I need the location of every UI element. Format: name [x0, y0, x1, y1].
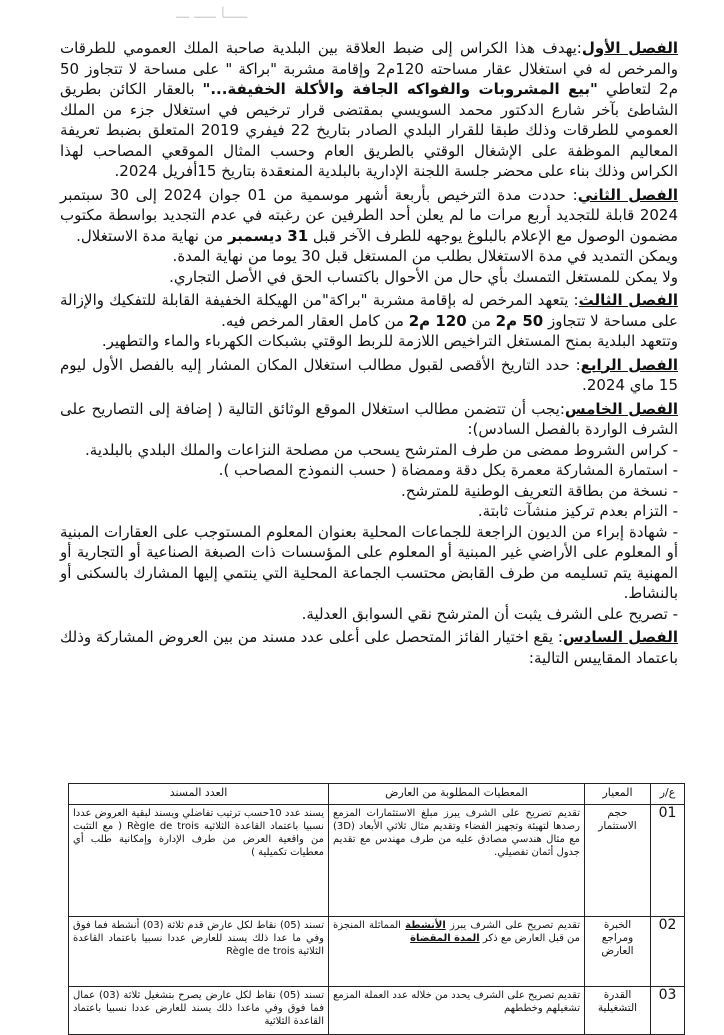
header-criterion: المعيار	[585, 784, 651, 805]
article-3-area-total: 120 م2	[408, 311, 467, 330]
article-3-municipality: وتتعهد البلدية بمنح المستغل التراخيص اللازمة للربط الوقتي بشبكات الكهرباء والماء والتطهير.	[101, 332, 678, 350]
row-criterion: القدرة التشغيلية	[585, 987, 651, 1035]
table-row	[69, 805, 685, 917]
list-item: - استمارة المشاركة معمرة بكل دقة وممضاة ( حسب النموذج المصاحب ).	[218, 461, 678, 479]
article-2-text-b: من نهاية مدة الاستغلال.	[76, 226, 228, 245]
article-1-text-a: :يهدف هذا الكراس إلى ضبط العلاقة بين البلدية صاحبة الملك العمومي للطرقات والمرخص له في استغلال عقار مساحته 120م2 وإقامة مشربة "براكة " على مساحة لا تتجاوز 50 م2 لتعاطي	[60, 39, 679, 98]
article-1	[60, 38, 678, 182]
req-text-a: تقديم تصريح على الشرف يبرز	[445, 920, 580, 931]
header-requirements: المعطيات المطلوبة من العارض	[329, 784, 585, 805]
row-criterion: الخبرة ومراجع العارض	[585, 917, 651, 987]
article-2	[60, 185, 678, 247]
req-activities: الأنشطة	[405, 920, 446, 931]
list-item: - كراس الشروط ممضى من طرف المترشح يسحب من مصلحة النزاعات والملك البلدي بالبلدية.	[85, 440, 678, 459]
row-score: تسند (05) نقاط لكل عارض يصرح بتشغيل ثلاثة (03) عمال فما فوق وفي ماعدا ذلك يسند للعارض عددا نسبيا باعتماد القاعدة الثلاثية	[69, 987, 329, 1035]
article-3	[60, 290, 678, 331]
row-requirements	[329, 917, 585, 987]
article-3-text-b: من	[466, 311, 496, 330]
row-num: 01	[651, 805, 685, 917]
req-text-b: المماثلة المنجزة من قبل العارض مع ذكر	[333, 920, 580, 944]
row-num: 02	[651, 917, 685, 987]
table-row	[69, 917, 685, 987]
article-2-title: الفصل الثاني	[577, 185, 678, 204]
article-3-text-c: من كامل العقار المرخص فيه.	[221, 311, 409, 330]
row-num: 03	[651, 987, 685, 1035]
article-6-title: الفصل السادس	[562, 628, 679, 646]
table-header-row	[69, 784, 685, 805]
article-6	[60, 627, 678, 668]
row-criterion: حجم الاستثمار	[585, 805, 651, 917]
row-requirements: تقديم تصريح على الشرف يبرز مبلغ الاستثمارات المزمع رصدها لتهيئة وتجهيز الفضاء وتقديم مثال ثلاثي الأبعاد (3D) مع مثال هندسي مصادق عليه من طرف مهندس مع تقديم جدول أثمان تفصيلي.	[329, 805, 585, 917]
article-3-title: الفصل الثالث	[578, 291, 678, 309]
row-requirements: تقديم تصريح على الشرف يحدد من خلاله عدد العملة المزمع تشغيلهم وخططهم	[329, 987, 585, 1035]
article-1-text-b: بالعقار الكائن بطريق الشاطئ بآخر شارع الدكتور محمد السويسي بمقتضى قرار ترخيص في استغلال جزء من الملك العمومي للطرقات وذلك طبقا للقرار البلدي الصادر بتاريخ 22 فيفري 2019 المتعلق بضبط تعريفة المعاليم الموظفة على الإشغال الوقتي بالطريق العام وحسب المثال الموقعي المصاحب لهذا الكراس وذلك بناء على محضر جلسة اللجنة الإدارية بالبلدية المنعقدة بتاريخ 15أفريل 2024.	[60, 80, 678, 180]
article-4	[60, 355, 678, 396]
article-4-text: : حدد التاريخ الأقصى لقبول مطالب استغلال المكان المشار إليه بالفصل الأول ليوم 15 ماي 2024.	[60, 355, 678, 394]
article-6-text: : يقع اختيار الفائز المتحصل على أعلى عدد مسند من بين العروض المشاركة وذلك باعتماد المقاييس التالية:	[60, 628, 678, 667]
article-1-activity: "بيع المشروبات والفواكه الجافة والأكلة الخفيفة..."	[202, 80, 598, 98]
article-2-text-a: : حددت مدة الترخيص بأربعة أشهر موسمية من 01 جوان 2024 إلى 30 سبتمبر 2024 قابلة للتجديد أربع مرات ما لم يعلن أحد الطرفين عن رغبته في عدم التجديد بواسطة مكتوب مضمون الوصول مع الإعلام بالبلوغ يوجهه للطرف الآخر قبل	[60, 185, 678, 245]
list-item: - تصريح على الشرف يثبت أن المترشح نقي السوابق العدلية.	[301, 604, 678, 623]
req-duration: المدة المقضاة	[410, 933, 480, 944]
header-score: العدد المسند	[69, 784, 329, 805]
table-row	[69, 987, 685, 1035]
row-score: تسند (05) نقاط لكل عارض قدم ثلاثة (03) أنشطة فما فوق وفي ما عدا ذلك يسند للعارض عددا نسبيا باعتماد القاعدة الثلاثية Règle de trois	[69, 917, 329, 987]
list-item: - نسخة من بطاقة التعريف الوطنية للمترشح.	[400, 481, 678, 500]
header-ghost-text: ـــــا ـــــ ـــ	[176, 4, 248, 22]
list-item: - التزام بعدم تركيز منشآت ثابتة.	[477, 502, 678, 520]
article-4-title: الفصل الرابع	[580, 355, 678, 374]
document-body	[60, 38, 678, 668]
article-2-deadline: 31 ديسمبر	[227, 226, 309, 245]
article-5	[60, 399, 678, 440]
article-3-area: 50 م2	[495, 311, 544, 330]
row-score: يسند عدد 10حسب ترتيب تفاضلي ويسند لبقية العروض عددا نسبيا باعتماد القاعدة الثلاثية Règle de trois ( مع التثبت من واقعية العرض من طرف الإدارة وإمكانية طلب أي معطيات تكميلية )	[69, 805, 329, 917]
article-5-title: الفصل الخامس	[564, 399, 678, 418]
header-num: ع/ر	[651, 784, 685, 805]
article-1-title: الفصل الأول	[581, 39, 678, 57]
article-2-no-goodwill: ولا يمكن للمستغل التمسك بأي حال من الأحوال باكتساب الحق في الأصل التجاري.	[169, 267, 678, 286]
criteria-table	[68, 783, 685, 1035]
article-3-text-a: : يتعهد المرخص له بإقامة مشربة "براكة"من الهيكلة الخفيفة القابلة للتفكيك والإزالة على مساحة لا تتجاوز	[60, 291, 678, 330]
list-item: - شهادة إبراء من الديون الراجعة للجماعات المحلية بعنوان المعلوم المستوجب على العقارات المبنية أو المعلوم على الأراضي غير المبنية أو المعلوم على المؤسسات ذات الصبغة الصناعية أو التجارية أو المهنية يتم تسليمه من طرف القابض محتسب الجماعة المحلية التي ينتمي إليها المشارك بالسكنى أو بالنشاط.	[60, 522, 678, 602]
article-5-intro: :يجب أن تتضمن مطالب استغلال الموقع الوثائق التالية ( إضافة إلى التصاريح على الشرف الواردة بالفصل السادس):	[60, 399, 678, 438]
article-2-extension: ويمكن التمديد في مدة الاستغلال بطلب من المستغل قبل 30 يوما من نهاية المدة.	[172, 247, 678, 265]
